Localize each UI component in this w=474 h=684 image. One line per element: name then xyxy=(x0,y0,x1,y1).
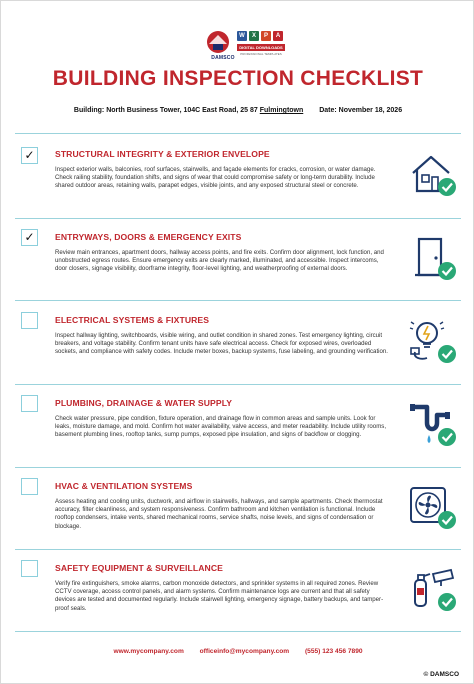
section-body: Review main entrances, apartment doors, hallway access points, and fire exits. Confirm door alignment, lock function, and unobstructed egress routes. Ensure emergency exits are clearly marked, illuminated, and accessible. Inspect intercoms, door closers, signage visibility, doorframe integrity, floor-level lighting, and weatherproofing of external doors. xyxy=(55,249,384,273)
section-title: STRUCTURAL INTEGRITY & EXTERIOR ENVELOPE xyxy=(55,149,270,159)
damsco-emblem-icon xyxy=(203,29,233,57)
section-plumbing xyxy=(1,389,474,465)
section-checkbox[interactable]: ✓ xyxy=(21,229,38,246)
divider xyxy=(15,218,461,219)
section-safety xyxy=(1,554,474,630)
divider xyxy=(15,300,461,301)
footer-phone: (555) 123 456 7890 xyxy=(304,648,363,655)
divider xyxy=(15,631,461,632)
section-checkbox[interactable] xyxy=(21,395,38,412)
divider xyxy=(15,384,461,385)
section-title: PLUMBING, DRAINAGE & WATER SUPPLY xyxy=(55,398,233,408)
section-title: ELECTRICAL SYSTEMS & FIXTURES xyxy=(55,315,210,325)
section-body: Check water pressure, pipe condition, fixture operation, and drainage flow in common areas and sample units. Look for leaks, moisture damage, and mold. Confirm hot water availability, valve access, and meter readability. Include utility rooms, basement plumbing lines, rooftop tanks, sump pumps, exposed pipe insulation, and signs of backflow or clogging. xyxy=(55,415,387,439)
extinguisher-camera-check-icon xyxy=(407,566,461,616)
logo-tagline: PROFESSIONAL TEMPLATES xyxy=(240,52,282,56)
section-body: Verify fire extinguishers, smoke alarms, carbon monoxide detectors, and sprinkler systems in all required zones. Review CCTV coverage, access control panels, and alarm systems. Confirm maintenance logs are current and that all safety devices are tested and documented regularly. Include stairwell lighting, emergency signage, battery backups, and tamper-proof seals. xyxy=(55,580,384,612)
powerpoint-icon: P xyxy=(261,31,271,41)
section-checkbox[interactable]: ✓ xyxy=(21,147,38,164)
company-logo xyxy=(203,29,283,61)
page-title: BUILDING INSPECTION CHECKLIST xyxy=(52,67,424,90)
building-value: North Business Tower, 104C East Road, 25 87 xyxy=(106,107,258,114)
pipe-drop-check-icon xyxy=(407,401,461,451)
section-electrical xyxy=(1,306,474,382)
pdf-icon: A xyxy=(273,31,283,41)
house-check-icon xyxy=(407,151,461,201)
section-title: HVAC & VENTILATION SYSTEMS xyxy=(55,481,193,491)
section-title: ENTRYWAYS, DOORS & EMERGENCY EXITS xyxy=(55,232,242,242)
building-label: Building: xyxy=(73,107,105,114)
app-icons xyxy=(237,31,283,41)
lightbulb-plug-check-icon xyxy=(407,318,461,368)
fan-check-icon xyxy=(407,484,461,534)
building-meta xyxy=(1,107,474,114)
section-hvac xyxy=(1,472,474,548)
section-checkbox[interactable] xyxy=(21,312,38,329)
section-checkbox[interactable] xyxy=(21,560,38,577)
excel-icon: X xyxy=(249,31,259,41)
logo-brand-text: DAMSCO xyxy=(211,55,235,61)
section-body: Inspect exterior walls, balconies, roof surfaces, stairwells, and façade elements for cracks, corrosion, or water damage. Check railing stability, foundation shifts, and signs of wear that could compromise safety or long-term durability. Include shared outdoor areas, retaining walls, parapet edges, visible joints, and any exposed structural steel or concrete. xyxy=(55,166,376,190)
building-city: Fulmingtown xyxy=(259,107,304,114)
divider xyxy=(15,549,461,550)
section-body: Assess heating and cooling units, ductwork, and airflow in stairwells, hallways, and sample apartments. Check thermostat accuracy, filter cleanliness, and system responsiveness. Confirm bathroom and kitchen ventilation is functional. Include rooftop condensers, intake vents, shared mechanical rooms, service shafts, noise levels, and signs of condensation or blockage. xyxy=(55,498,383,530)
divider xyxy=(15,133,461,134)
date-value: November 18, 2026 xyxy=(338,107,403,114)
door-check-icon xyxy=(407,235,461,285)
footer-email[interactable]: officeinfo@mycompany.com xyxy=(199,648,290,655)
logo-download-label: DIGITAL DOWNLOADS xyxy=(237,44,285,51)
section-title: SAFETY EQUIPMENT & SURVEILLANCE xyxy=(55,563,223,573)
section-body: Inspect hallway lighting, switchboards, visible wiring, and outlet condition in shared zones. Test emergency lighting, circuit breakers, and voltage stability. Confirm tenant units have safe electrical access. Check for exposed wires, overloaded sockets, and compliance with safety codes. Include meter boxes, backup systems, fuse labeling, and grounding verification. xyxy=(55,332,388,356)
footer-website[interactable]: www.mycompany.com xyxy=(113,648,184,655)
section-checkbox[interactable] xyxy=(21,478,38,495)
copyright-text: © DAMSCO xyxy=(423,671,459,678)
contact-footer xyxy=(1,648,474,655)
section-entryways xyxy=(1,223,474,299)
word-icon: W xyxy=(237,31,247,41)
divider xyxy=(15,467,461,468)
date-label: Date: xyxy=(319,107,337,114)
section-structural xyxy=(1,141,474,217)
